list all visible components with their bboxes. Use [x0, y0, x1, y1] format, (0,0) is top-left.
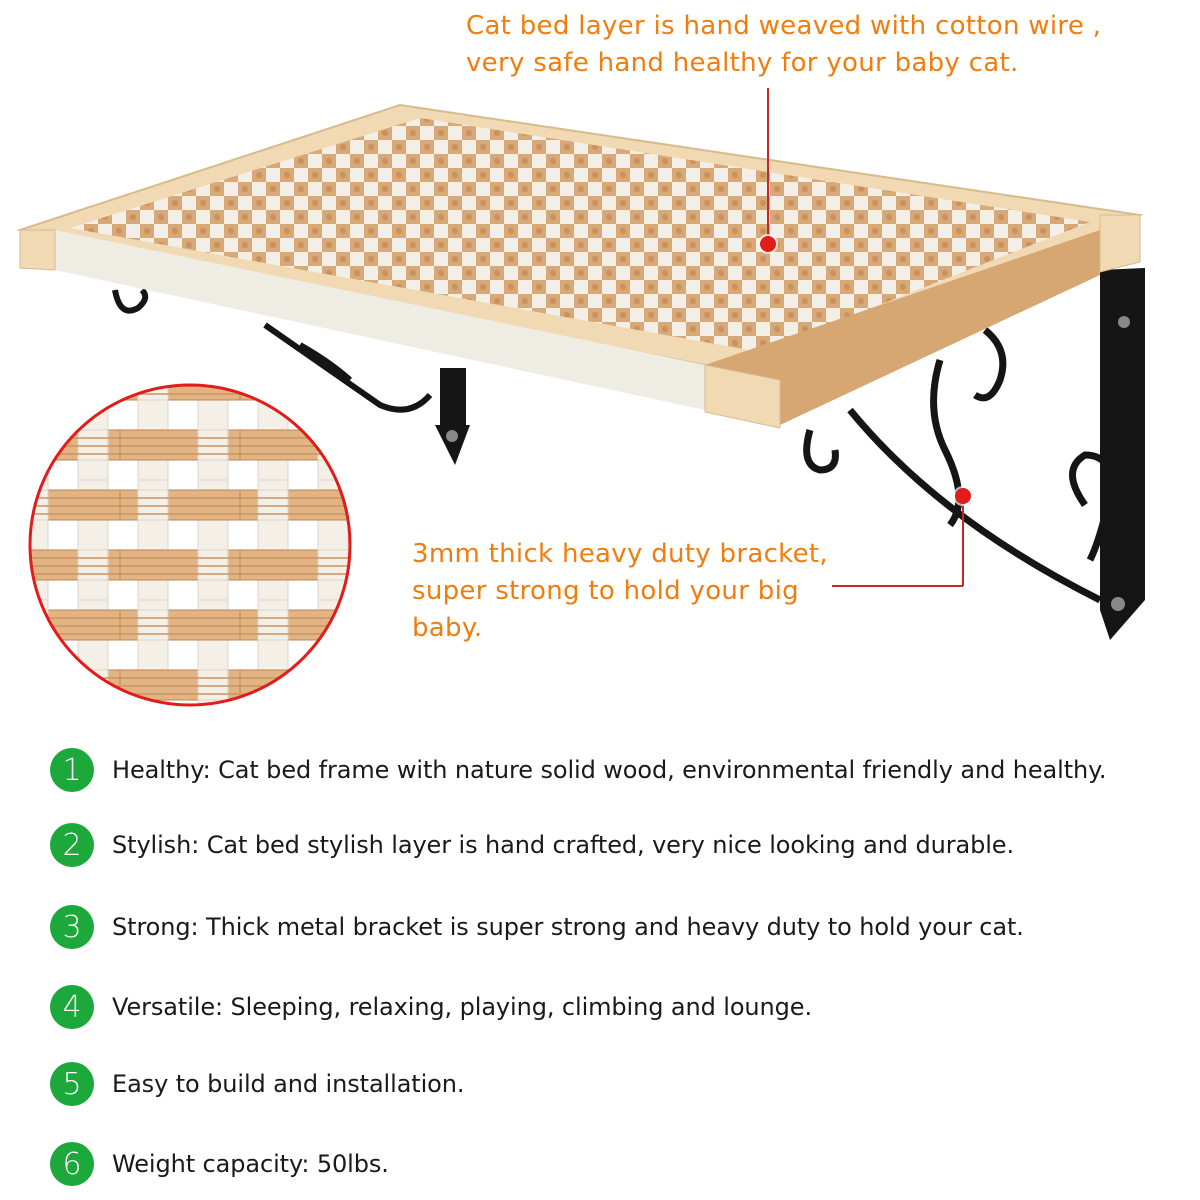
feature-item-healthy — [50, 748, 1106, 792]
number-badge: 4 — [50, 985, 94, 1029]
feature-text: Easy to build and installation. — [112, 1070, 465, 1098]
bracket-annotation-line-2: super strong to hold your big — [412, 576, 799, 606]
bracket-marker-dot — [955, 488, 971, 504]
feature-item-strong — [50, 905, 1024, 949]
weave-annotation — [466, 8, 1101, 82]
number-badge: 1 — [50, 748, 94, 792]
bed-frame-left-end — [20, 230, 55, 270]
weave-annotation-line-2: very safe hand healthy for your baby cat. — [466, 48, 1019, 78]
number-badge: 2 — [50, 823, 94, 867]
weave-closeup — [20, 375, 360, 715]
feature-text: Strong: Thick metal bracket is super strong and heavy duty to hold your cat. — [112, 913, 1024, 941]
feature-text: Versatile: Sleeping, relaxing, playing, climbing and lounge. — [112, 993, 812, 1021]
feature-item-easy-build — [50, 1062, 464, 1106]
top-marker-dot — [760, 236, 776, 252]
bracket-annotation-line-3: baby. — [412, 613, 483, 643]
feature-text: Stylish: Cat bed stylish layer is hand crafted, very nice looking and durable. — [112, 831, 1014, 859]
feature-text: Healthy: Cat bed frame with nature solid wood, environmental friendly and healthy. — [112, 756, 1107, 784]
feature-text: Weight capacity: 50lbs. — [112, 1150, 389, 1178]
number-badge: 5 — [50, 1062, 94, 1106]
left-bracket-plate — [440, 368, 466, 428]
feature-item-weight-capacity — [50, 1142, 389, 1186]
bracket-annotation-line-1: 3mm thick heavy duty bracket, — [412, 539, 828, 569]
feature-item-stylish — [50, 823, 1014, 867]
number-badge: 6 — [50, 1142, 94, 1186]
number-badge: 3 — [50, 905, 94, 949]
feature-item-versatile — [50, 985, 812, 1029]
bed-frame-right-end — [1100, 215, 1140, 272]
bracket-annotation — [412, 536, 828, 647]
weave-annotation-line-1: Cat bed layer is hand weaved with cotton wire , — [466, 11, 1102, 41]
